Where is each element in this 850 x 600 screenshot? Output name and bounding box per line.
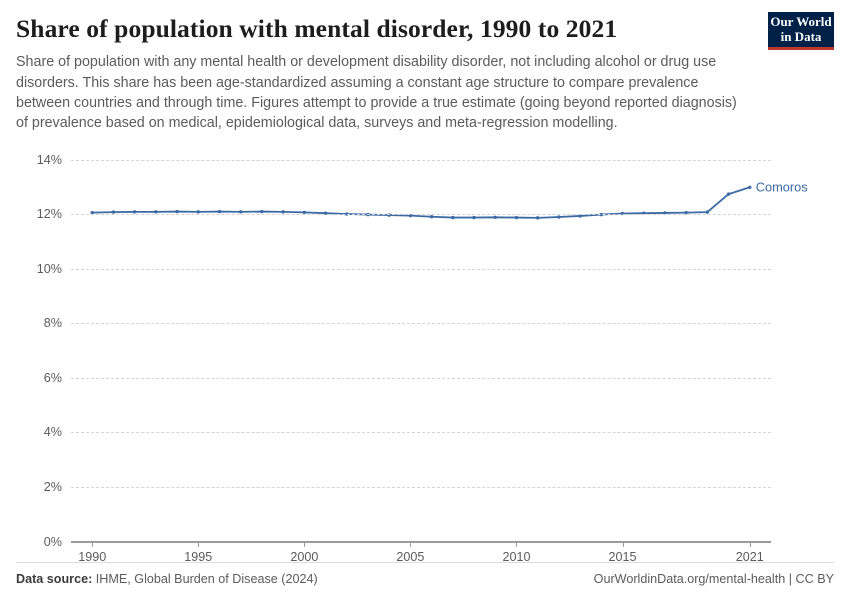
x-axis-tick-mark	[516, 542, 517, 547]
y-axis-tick-label: 6%	[43, 370, 62, 385]
data-source	[16, 572, 318, 586]
x-axis-tick-label: 1995	[184, 549, 213, 564]
y-gridline	[71, 542, 771, 543]
x-axis-tick-label: 1990	[78, 549, 107, 564]
y-gridline	[71, 214, 771, 215]
data-source-label: Data source:	[16, 572, 93, 586]
chart-footer	[16, 562, 834, 586]
footer-link-text: OurWorldinData.org/mental-health | CC BY	[593, 572, 834, 586]
x-axis-tick-mark	[304, 542, 305, 547]
y-axis-tick-label: 12%	[36, 207, 62, 222]
series-line-comoros	[71, 160, 771, 542]
x-axis-tick-label: 2000	[290, 549, 319, 564]
x-axis-tick-mark	[750, 542, 751, 547]
chart-header	[16, 14, 834, 134]
x-axis-tick-label: 2005	[396, 549, 425, 564]
chart-subtitle: Share of population with any mental health or development disability disorder, not including alcohol or drug use disorders. This share has been age-standardized assuming a constant age structure to compare prevalence between countries and through time. Figures attempt to provide a true estimate (going beyond reported diagnosis) of prevalence based on medical, epidemiological data, surveys and meta-regression modelling.	[16, 54, 737, 132]
y-gridline	[71, 160, 771, 161]
y-gridline	[71, 323, 771, 324]
y-gridline	[71, 269, 771, 270]
x-axis-tick-mark	[92, 542, 93, 547]
y-axis-tick-label: 8%	[43, 316, 62, 331]
x-axis-tick-label: 2010	[502, 549, 531, 564]
owid-logo[interactable]	[768, 12, 834, 50]
page-title: Share of population with mental disorder, 1990 to 2021	[16, 14, 618, 43]
x-axis-tick-mark	[623, 542, 624, 547]
chart-area	[16, 150, 834, 570]
x-axis-tick-mark	[198, 542, 199, 547]
y-gridline	[71, 432, 771, 433]
y-axis-tick-label: 10%	[36, 261, 62, 276]
y-axis-tick-label: 0%	[43, 534, 62, 549]
plot-region[interactable]	[36, 152, 808, 564]
owid-logo-line2: in Data	[780, 28, 822, 44]
y-gridline	[71, 378, 771, 379]
y-axis-tick-label: 2%	[43, 479, 62, 494]
y-axis-tick-label: 4%	[43, 425, 62, 440]
owid-logo-line1: Our World	[770, 14, 832, 29]
footer-link[interactable]	[594, 572, 834, 586]
data-source-text: IHME, Global Burden of Disease (2024)	[95, 572, 318, 586]
x-axis-tick-label: 2021	[735, 549, 764, 564]
x-axis-tick-mark	[410, 542, 411, 547]
x-axis-tick-label: 2015	[608, 549, 637, 564]
series-label-comoros: Comoros	[755, 179, 808, 195]
y-gridline	[71, 487, 771, 488]
y-axis-tick-label: 14%	[36, 152, 62, 167]
